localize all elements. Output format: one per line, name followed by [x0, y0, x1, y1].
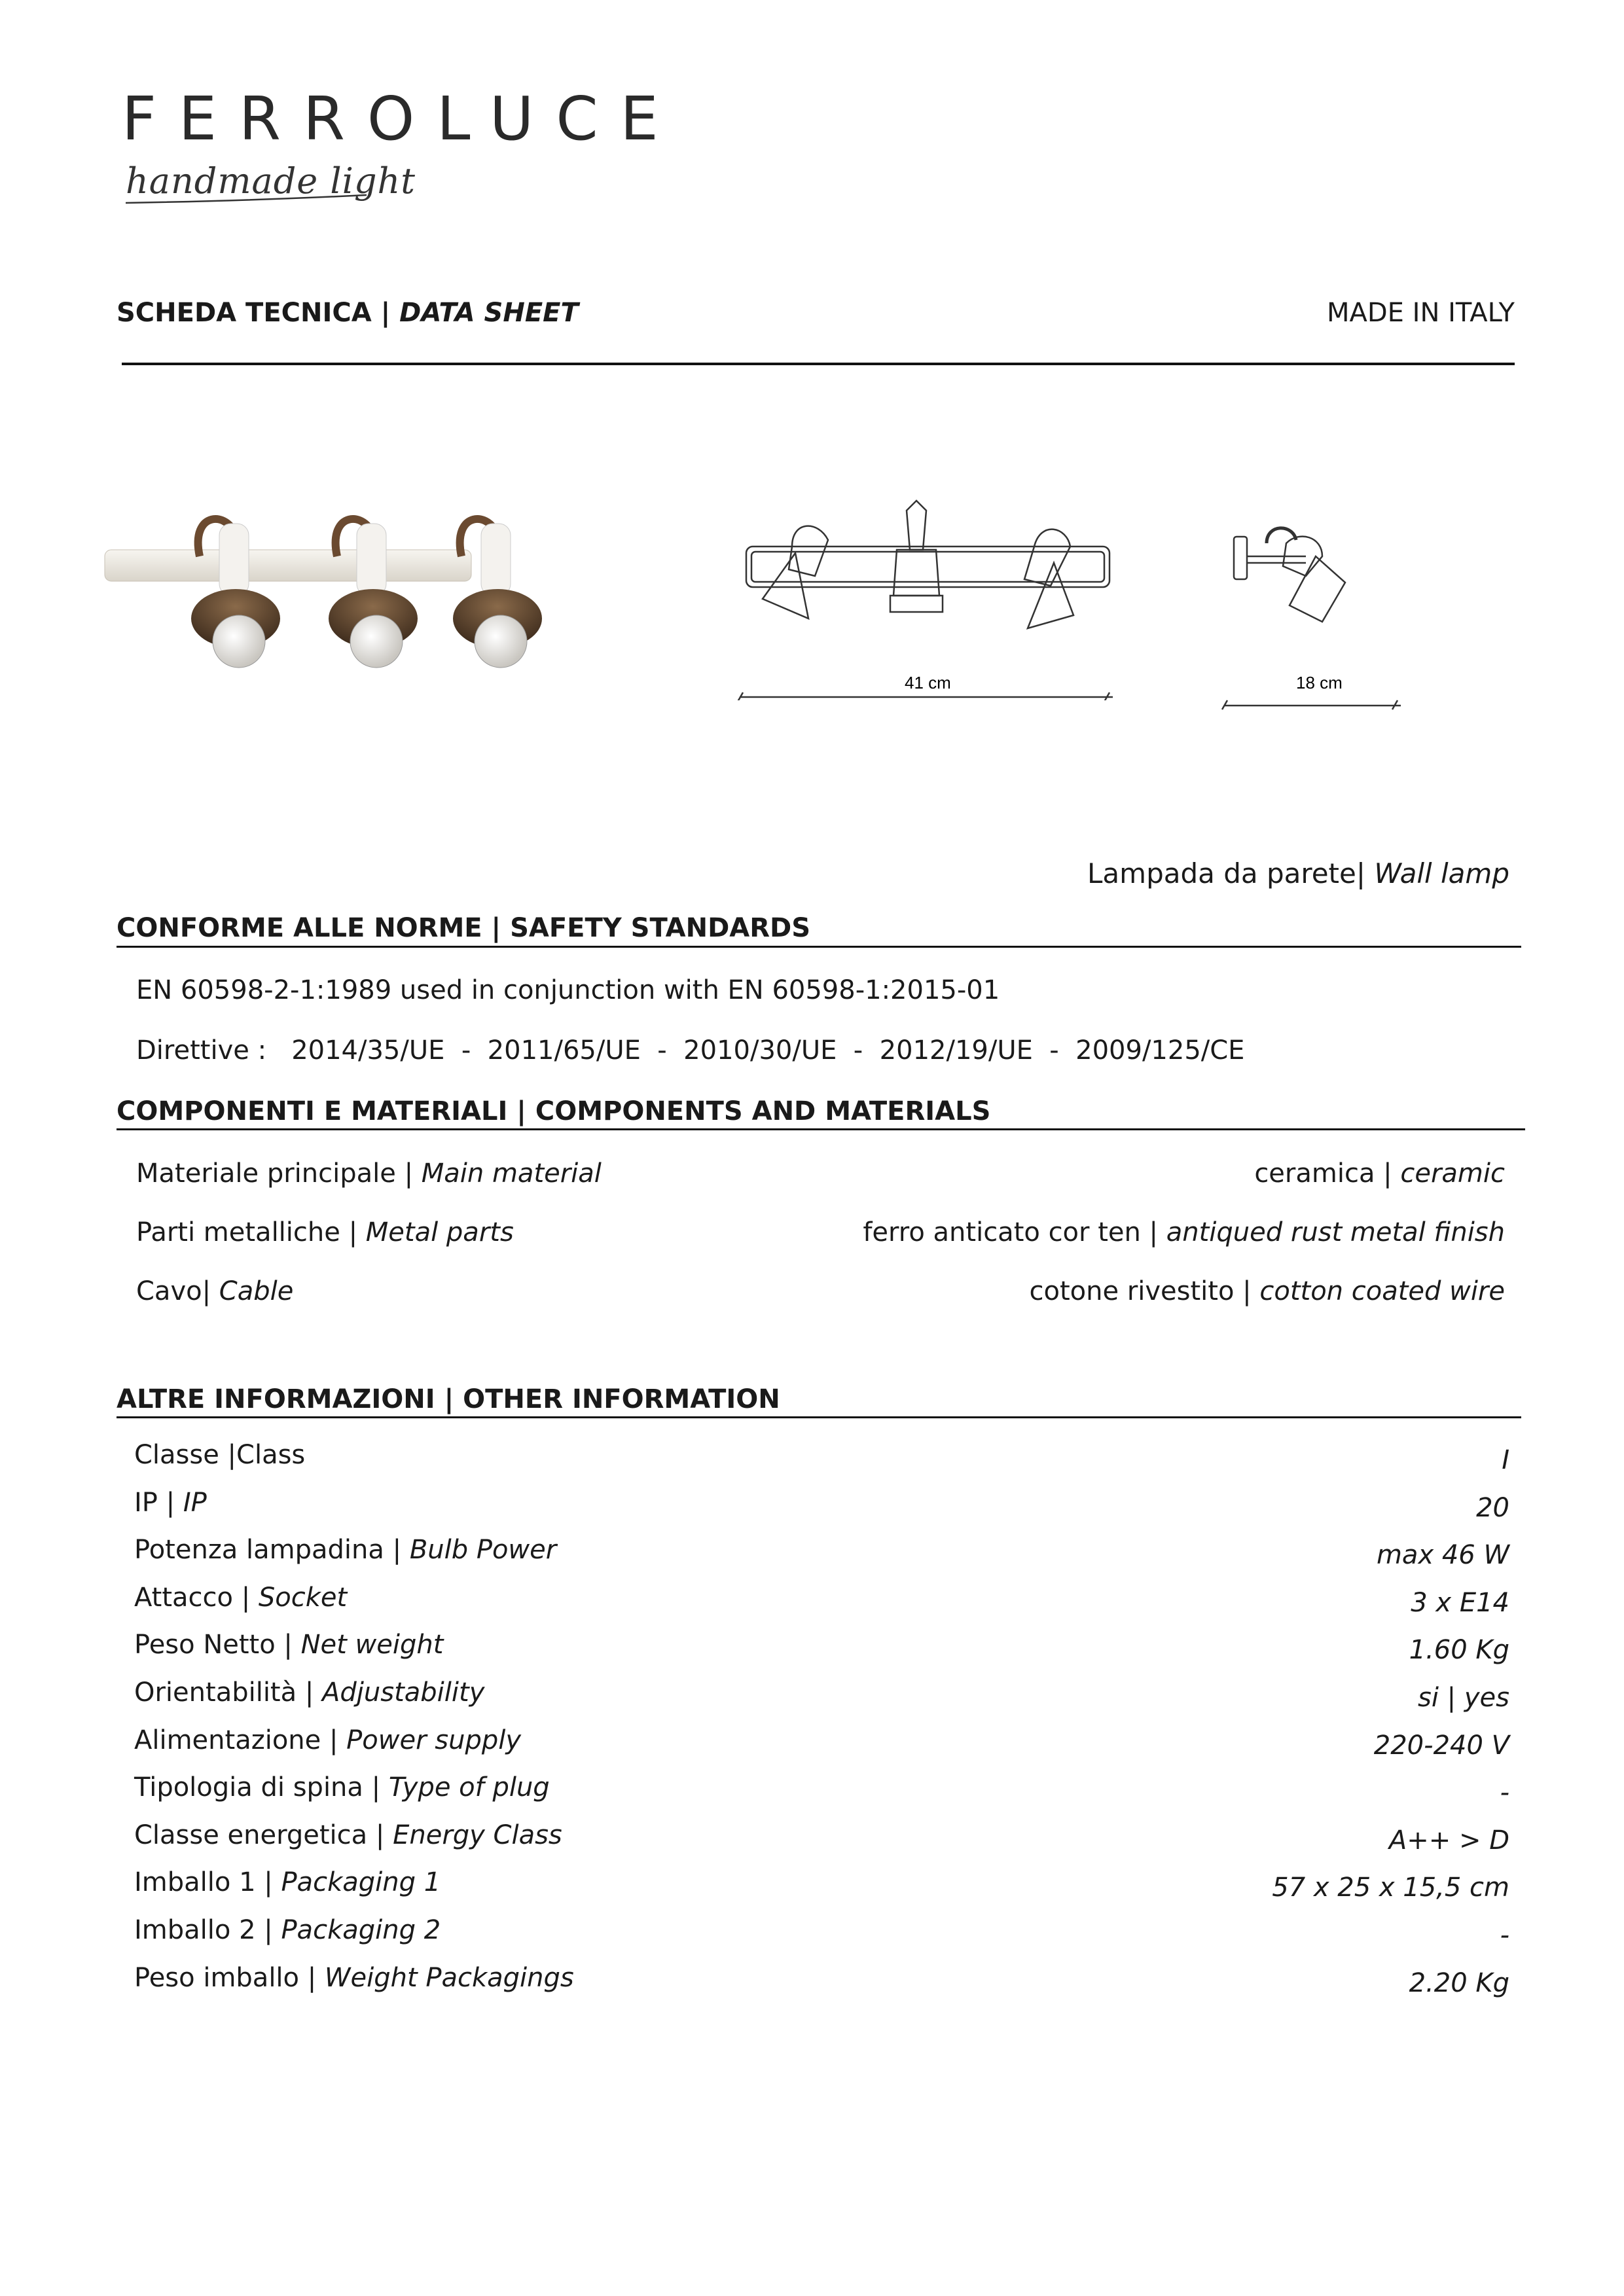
info-value: si | yes: [1418, 1683, 1509, 1713]
info-value: 220-240 V: [1373, 1731, 1509, 1761]
info-value: -: [1500, 1920, 1509, 1950]
info-value: 2.20 Kg: [1409, 1968, 1509, 1998]
info-value: max 46 W: [1376, 1540, 1509, 1570]
info-label: Tipologia di spina | Type of plug: [134, 1772, 550, 1803]
component-label: Cavo| Cable: [136, 1276, 294, 1306]
info-label: Potenza lampadina | Bulb Power: [134, 1535, 557, 1565]
info-label: Peso imballo | Weight Packagings: [134, 1963, 574, 1993]
info-value: A++ > D: [1388, 1825, 1509, 1856]
info-value: 3 x E14: [1411, 1588, 1509, 1618]
info-value: I: [1502, 1445, 1509, 1475]
info-label: Imballo 2 | Packaging 2: [134, 1915, 441, 1945]
safety-section-title: CONFORME ALLE NORME | SAFETY STANDARDS: [117, 913, 811, 943]
component-value: cotone rivestito | cotton coated wire: [1029, 1276, 1505, 1306]
component-value: ceramica | ceramic: [1254, 1158, 1505, 1189]
safety-standard: EN 60598-2-1:1989 used in conjunction with EN 60598-1:2015-01: [136, 975, 1000, 1005]
tagline-underline: [124, 164, 373, 236]
component-value: ferro anticato cor ten | antiqued rust metal finish: [863, 1217, 1505, 1247]
product-type: Lampada da parete| Wall lamp: [1087, 857, 1509, 889]
front-view-drawing: [733, 484, 1126, 700]
front-dimension: 41 cm: [905, 673, 951, 692]
components-section-rule: [117, 1128, 1525, 1130]
data-sheet-title: SCHEDA TECNICA | DATA SHEET: [117, 298, 579, 328]
info-label: Imballo 1 | Packaging 1: [134, 1867, 441, 1897]
brand-logo: FERROLUCE: [122, 84, 681, 154]
components-section-title: COMPONENTI E MATERIALI | COMPONENTS AND MATERIALS: [117, 1096, 991, 1126]
side-dimension: 18 cm: [1296, 673, 1343, 692]
product-photo: [98, 484, 609, 681]
other-section-rule: [117, 1416, 1521, 1418]
other-section-title: ALTRE INFORMAZIONI | OTHER INFORMATION: [117, 1384, 780, 1414]
component-label: Parti metalliche | Metal parts: [136, 1217, 514, 1247]
info-label: Orientabilità | Adjustability: [134, 1677, 485, 1708]
safety-directives: Direttive : 2014/35/UE - 2011/65/UE - 2010/30/UE - 2012/19/UE - 2009/125/CE: [136, 1035, 1245, 1066]
component-label: Materiale principale | Main material: [136, 1158, 602, 1189]
header-divider: [122, 363, 1515, 365]
info-label: Alimentazione | Power supply: [134, 1725, 522, 1755]
info-value: 1.60 Kg: [1409, 1635, 1509, 1665]
side-view-drawing: [1218, 517, 1427, 713]
info-label: Attacco | Socket: [134, 1583, 348, 1613]
made-in-italy: MADE IN ITALY: [1327, 298, 1515, 328]
brand-tagline: handmade light: [126, 160, 416, 202]
info-label: Classe energetica | Energy Class: [134, 1820, 562, 1850]
info-value: 20: [1476, 1493, 1509, 1523]
safety-section-rule: [117, 946, 1521, 948]
info-label: Classe |Class: [134, 1440, 306, 1470]
info-value: 57 x 25 x 15,5 cm: [1272, 1873, 1509, 1903]
info-label: Peso Netto | Net weight: [134, 1630, 444, 1660]
info-label: IP | IP: [134, 1488, 207, 1518]
info-value: -: [1500, 1778, 1509, 1808]
